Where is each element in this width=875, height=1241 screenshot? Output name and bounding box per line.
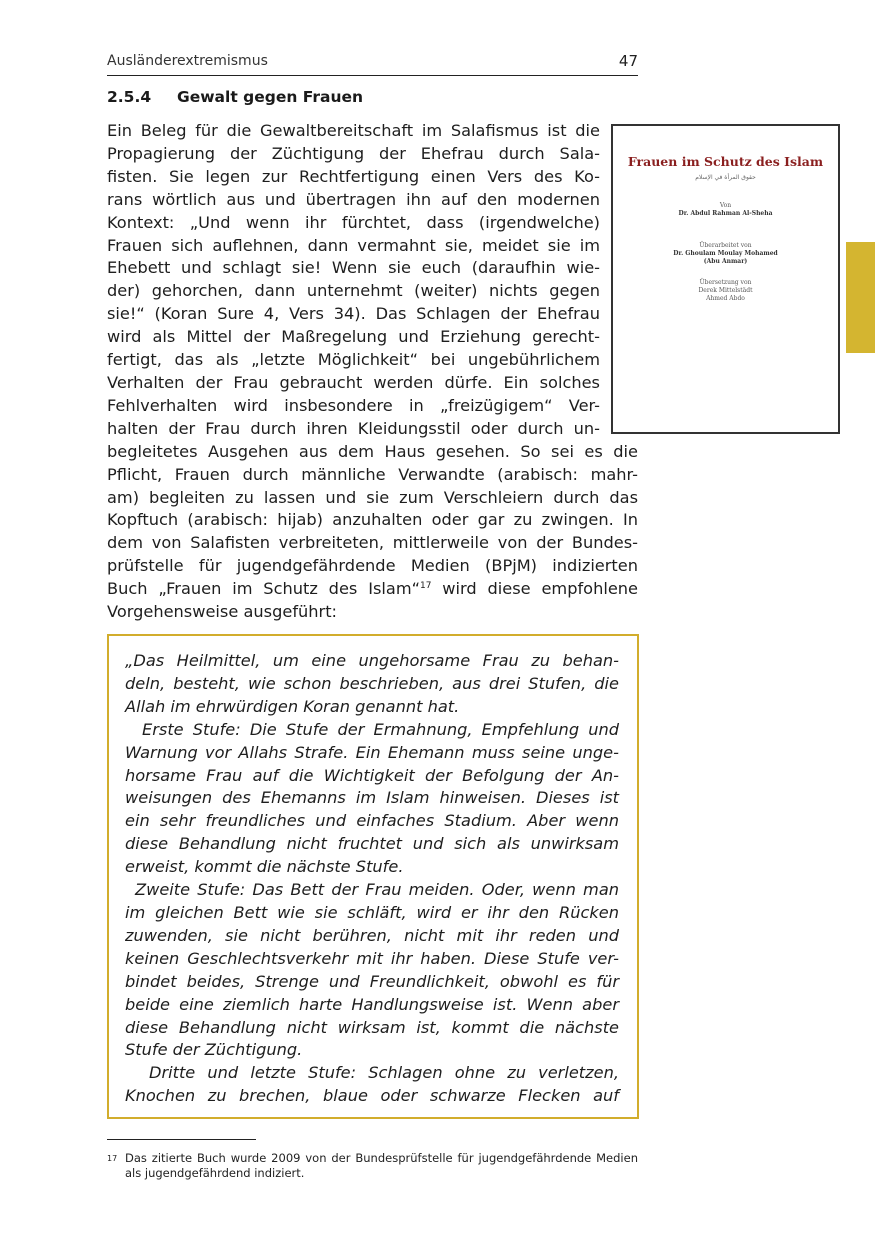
quote-line: keinen Geschlechtsverkehr mit ihr haben. Diese Stufe ver- [125,948,619,968]
chapter-marker-tab [846,242,875,353]
quote-line: Warnung vor Allahs Strafe. Ein Ehemann muss seine unge- [125,742,619,762]
section-title: Gewalt gegen Frauen [177,88,364,106]
body-line: begleitetes Ausgehen aus dem Haus gesehen. So sei es die [107,441,638,461]
book-cover-arabic-subtitle: حقوق المرأة في الإسلام [695,174,756,181]
body-line-with-footnote [107,578,638,601]
quote-line: „Das Heilmittel, um eine ungehorsame Frau zu behan- [125,651,619,670]
quote-line: beide eine ziemlich harte Handlungsweise ist. Wenn aber [125,994,619,1014]
body-line: fertigt, das als „letzte Möglichkeit“ bei ungebührlichem [107,350,600,370]
book-cover-von-label: Von [719,202,732,209]
book-cover-translator-block [613,279,838,303]
body-line: sie!“ (Koran Sure 4, Vers 34). Das Schlagen der Ehefrau [107,304,600,324]
quote-line: Knochen zu brechen, blaue oder schwarze Flecken auf [125,1086,619,1106]
book-cover-reviewer-alias: (Abu Anmar) [703,258,748,265]
quote-line: horsame Frau auf die Wichtigkeit der Befolgung der An- [125,765,619,785]
body-paragraph [107,120,638,624]
quote-line: Dritte und letzte Stufe: Schlagen ohne zu verletzen, [149,1063,619,1083]
body-line-text: Buch „Frauen im Schutz des Islam“ [107,579,420,599]
quote-line: diese Behandlung nicht wirksam ist, kommt die nächste [125,1017,619,1037]
body-line: Kopftuch (arabisch: hijab) anzuhalten oder gar zu zwingen. In [107,510,638,530]
quote-line: ein sehr freundliches und einfaches Stadium. Aber wenn [125,811,619,831]
quote-line: Zweite Stufe: Das Bett der Frau meiden. Oder, wenn man [135,880,619,900]
body-line: Vorgehensweise ausgeführt: [107,602,337,622]
footnote-rule [107,1139,256,1140]
header-title: Ausländerextremismus [107,53,268,69]
section-heading [107,88,363,106]
book-cover-translator-2: Ahmed Abdo [706,295,745,302]
quote-line: Erste Stufe: Die Stufe der Ermahnung, Empfehlung und [142,719,619,739]
quote-line: zuwenden, sie nicht berühren, nicht mit ihr reden und [125,925,619,945]
book-cover-reviewer-name: Dr. Ghoulam Moulay Mohamed [673,250,778,257]
body-line: prüfstelle für jugendgefährdende Medien (BPjM) indizierten [107,556,638,576]
body-line: Fehlverhalten wird insbesondere in „freizügigem“ Ver- [107,395,600,415]
body-line: Verhalten der Frau gebraucht werden dürfe. Ein solches [107,372,600,392]
body-line: dem von Salafisten verbreiteten, mittlerweile von der Bundes- [107,533,638,553]
quote-line: erweist, kommt die nächste Stufe. [125,857,404,877]
quote-line: diese Behandlung nicht fruchtet und sich als unwirksam [125,834,619,854]
footnote-reference[interactable]: 17 [419,581,432,592]
quote-line: weisungen des Ehemanns im Islam hinweisen. Dieses ist [125,788,619,808]
quote-box [107,634,639,1119]
quote-line: Allah im ehrwürdigen Koran genannt hat. [125,696,460,716]
book-cover-author-block [613,202,838,218]
quote-line: Stufe der Züchtigung. [125,1040,303,1060]
body-line: wird als Mittel der Maßregelung und Erziehung gerecht- [107,327,600,347]
running-header [107,50,638,76]
body-line: am) begleiten zu lassen und sie zum Verschleiern durch das [107,487,638,507]
quote-line: bindet beides, Strenge und Freundlichkeit, obwohl es für [125,971,619,991]
footnote [107,1151,638,1181]
footnote-text: Das zitierte Buch wurde 2009 von der Bundesprüfstelle für jugendgefährdende Medien als jugendgefährdend indiziert. [125,1151,638,1180]
page-number: 47 [618,52,638,70]
quote-line: im gleichen Bett wie sie schläft, wird er ihr den Rücken [125,902,619,922]
body-line: fisten. Sie legen zur Rechtfertigung einen Vers des Ko- [107,166,600,186]
body-line: halten der Frau durch ihren Kleidungsstil oder durch un- [107,418,600,438]
book-cover-translator-label: Übersetzung von [699,279,752,286]
body-line: rans wörtlich aus und übertragen ihn auf den modernen [107,189,600,209]
book-cover-reviewer-label: Überarbeitet von [699,242,752,249]
footnote-marker: 17 [107,1154,118,1163]
body-line: Pflicht, Frauen durch männliche Verwandte (arabisch: mahr- [107,464,638,484]
book-cover-reviewer-block [613,242,838,266]
book-cover-author: Dr. Abdul Rahman Al-Sheha [678,210,773,217]
body-line: Ein Beleg für die Gewaltbereitschaft im Salafismus ist die [107,121,600,140]
section-number: 2.5.4 [107,88,152,106]
body-line: Ehebett und schlagt sie! Wenn sie euch (daraufhin wie- [107,258,600,278]
body-line: Propagierung der Züchtigung der Ehefrau durch Sala- [107,143,600,163]
body-line: der) gehorchen, dann unternehmt (weiter) nichts gegen [107,281,600,301]
quote-text [125,650,619,1108]
book-cover-translator-1: Derek Mittelstädt [698,287,753,294]
body-line: Frauen sich auflehnen, dann vermahnt sie, meidet sie im [107,235,600,255]
book-cover-image [611,124,840,434]
body-line-tail: wird diese empfohlene [431,579,639,599]
book-cover-title: Frauen im Schutz des Islam [627,154,824,169]
quote-line: deln, besteht, wie schon beschrieben, aus drei Stufen, die [125,673,619,693]
body-line: Kontext: „Und wenn ihr fürchtet, dass (irgendwelche) [107,212,600,232]
